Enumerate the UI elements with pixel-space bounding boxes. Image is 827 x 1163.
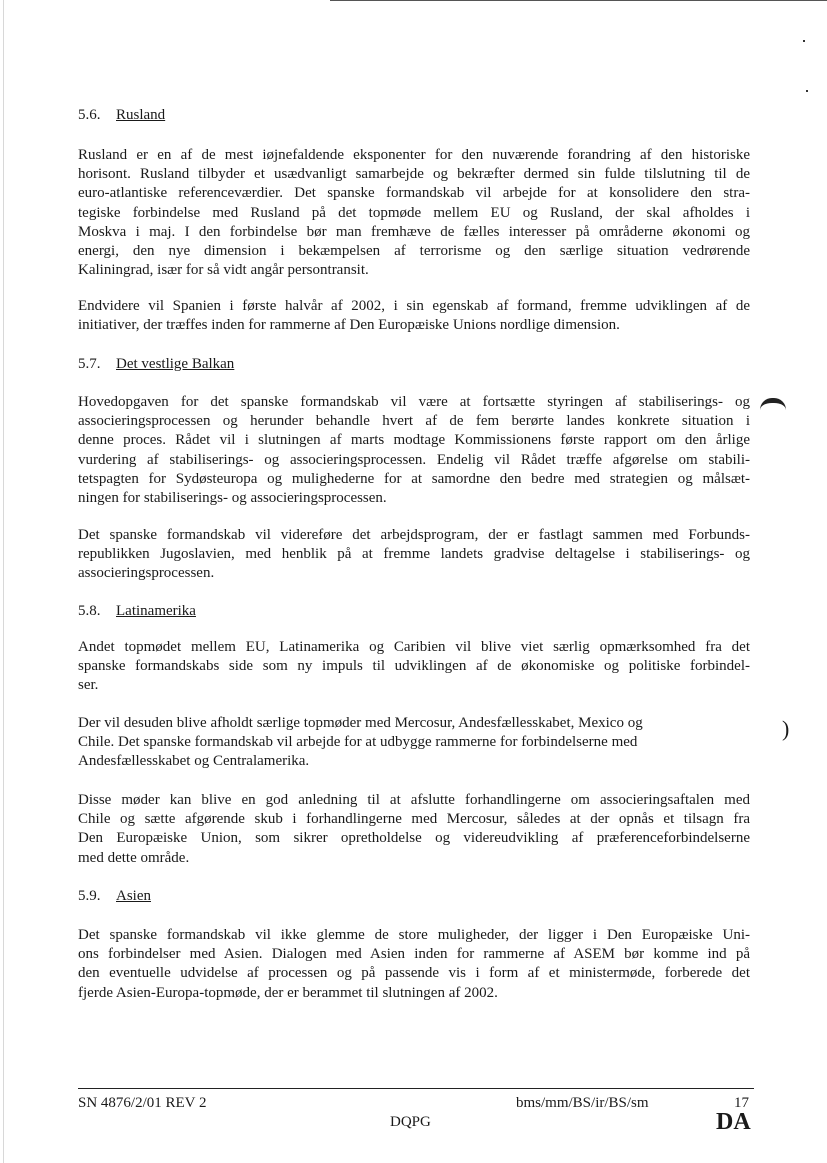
text-line: vurdering af stabiliserings- og associeringsprocessen. Endelig vil Rådet træffe afgørelse om stabili-	[78, 451, 750, 468]
bracket-mark: )	[782, 716, 790, 741]
paragraph-latinamerika-1	[78, 638, 750, 696]
text-line: Kaliningrad, især for så vidt angår persontransit.	[78, 262, 369, 279]
text-line: Andet topmødet mellem EU, Latinamerika og Caribien vil blive viet særlig opmærksomhed fra det	[78, 639, 750, 655]
scan-edge-line	[3, 0, 4, 1163]
text-line: tetspagten for Sydøsteuropa og mulighederne for at samordne den bedre med strategien og målsæt-	[78, 470, 750, 487]
text-line: Endvidere vil Spanien i første halvår af 2002, i sin egenskab af formand, fremme udviklingen af de	[78, 298, 750, 314]
section-number: 5.7.	[78, 356, 101, 372]
dot-mark	[803, 40, 805, 42]
section-number: 5.6.	[78, 107, 101, 123]
text-line: tegiske forbindelse med Rusland på det topmøde mellem EU og Rusland, der skal afholdes i	[78, 204, 750, 221]
section-number: 5.8.	[78, 603, 101, 619]
paragraph-balkan-1	[78, 393, 750, 508]
text-line: Den Europæiske Union, som sikrer opretholdelse og videreudvikling af præferenceforbindelserne	[78, 830, 750, 847]
section-heading-asien	[78, 887, 151, 906]
text-line: denne proces. Rådet vil i slutningen af marts modtage Kommissionens første rapport om den årlige	[78, 432, 750, 449]
paragraph-asien-1	[78, 926, 750, 1003]
section-heading-rusland	[78, 106, 165, 125]
text-line: Disse møder kan blive en god anledning til at afslutte forhandlingerne om associeringsaftalen med	[78, 792, 750, 808]
section-number: 5.9.	[78, 888, 101, 904]
text-line: associeringsprocessen.	[78, 565, 215, 582]
text-line: associeringsprocessen og herunder behandle hvert af de fem berørte landes konkrete situation i	[78, 413, 750, 430]
text-line: Hovedopgaven for det spanske formandskab vil være at fortsætte styringen af stabiliserings- og	[78, 394, 750, 410]
paragraph-balkan-2	[78, 526, 750, 584]
document-reference: SN 4876/2/01 REV 2	[78, 1095, 207, 1111]
section-heading-latinamerika	[78, 602, 196, 621]
text-line: Chile. Det spanske formandskab vil arbejde for at udbygge rammerne for forbindelserne med	[78, 734, 638, 751]
text-line: Andesfællesskabet og Centralamerika.	[78, 753, 310, 770]
text-line: initiativer, der træffes inden for rammerne af Den Europæiske Unions nordlige dimension.	[78, 317, 620, 334]
text-line: republikken Jugoslavien, med henblik på at fremme landets gradvise deltagelse i stabiliserings- og	[78, 546, 750, 563]
text-line: ningen for stabiliserings- og associeringsprocessen.	[78, 490, 387, 507]
page-number: 17	[734, 1095, 749, 1111]
paragraph-rusland-1	[78, 146, 750, 280]
department-code: DQPG	[390, 1114, 431, 1130]
scan-top-line	[330, 0, 827, 1]
section-title: Det vestlige Balkan	[116, 356, 235, 372]
text-line: Moskva i maj. I den forbindelse bør man fremhæve de fælles interesser på områderne økonomi og	[78, 223, 750, 240]
text-line: Det spanske formandskab vil ikke glemme de store muligheder, der ligger i Den Europæiske Uni-	[78, 927, 750, 943]
section-title: Asien	[116, 888, 151, 904]
text-line: euro-atlantiske referenceværdier. Det spanske formandskab vil arbejde for at konsolidere den stra-	[78, 185, 750, 202]
text-line: den eventuelle udvidelse af processen og på passende vis i form af et ministermøde, forberede det	[78, 965, 750, 982]
text-line: spanske formandskabs side som ny impuls til udviklingen af de økonomiske og politiske forbindel-	[78, 658, 750, 675]
text-line: Der vil desuden blive afholdt særlige topmøder med Mercosur, Andesfællesskabet, Mexico og	[78, 715, 643, 731]
text-line: ons forbindelser med Asien. Dialogen med Asien inden for rammerne af ASEM bør komme ind på	[78, 946, 750, 963]
paragraph-rusland-2	[78, 297, 750, 335]
text-line: med dette område.	[78, 849, 190, 866]
paragraph-latinamerika-2	[78, 714, 750, 772]
dot-mark	[806, 90, 808, 92]
text-line: fjerde Asien-Europa-topmøde, der er berammet til slutningen af 2002.	[78, 984, 498, 1001]
text-line: Rusland er en af de mest iøjnefaldende eksponenter for den nuværende forandring af den historiske	[78, 147, 750, 163]
text-line: horisont. Rusland tilbyder et usædvanligt samarbejde og bekræfter dermed sin fulde tilslutning til de	[78, 166, 750, 183]
section-title: Latinamerika	[116, 603, 196, 619]
text-line: Det spanske formandskab vil videreføre det arbejdsprogram, der er fastlagt sammen med Forbunds-	[78, 527, 750, 543]
paragraph-latinamerika-3	[78, 791, 750, 868]
author-initials: bms/mm/BS/ir/BS/sm	[516, 1095, 649, 1111]
footer-divider	[78, 1088, 754, 1089]
text-line: Chile og sætte afgørende skub i forhandlingerne med Mercosur, således at der opnås et tilsagn fra	[78, 811, 750, 828]
hole-punch-mark	[760, 398, 786, 410]
section-heading-balkan	[78, 355, 234, 374]
text-line: ser.	[78, 677, 99, 694]
text-line: energi, den nye dimension i bekæmpelsen af terrorisme og den særlige situation vedrørende	[78, 243, 750, 260]
section-title: Rusland	[116, 107, 166, 123]
language-code: DA	[716, 1109, 751, 1135]
